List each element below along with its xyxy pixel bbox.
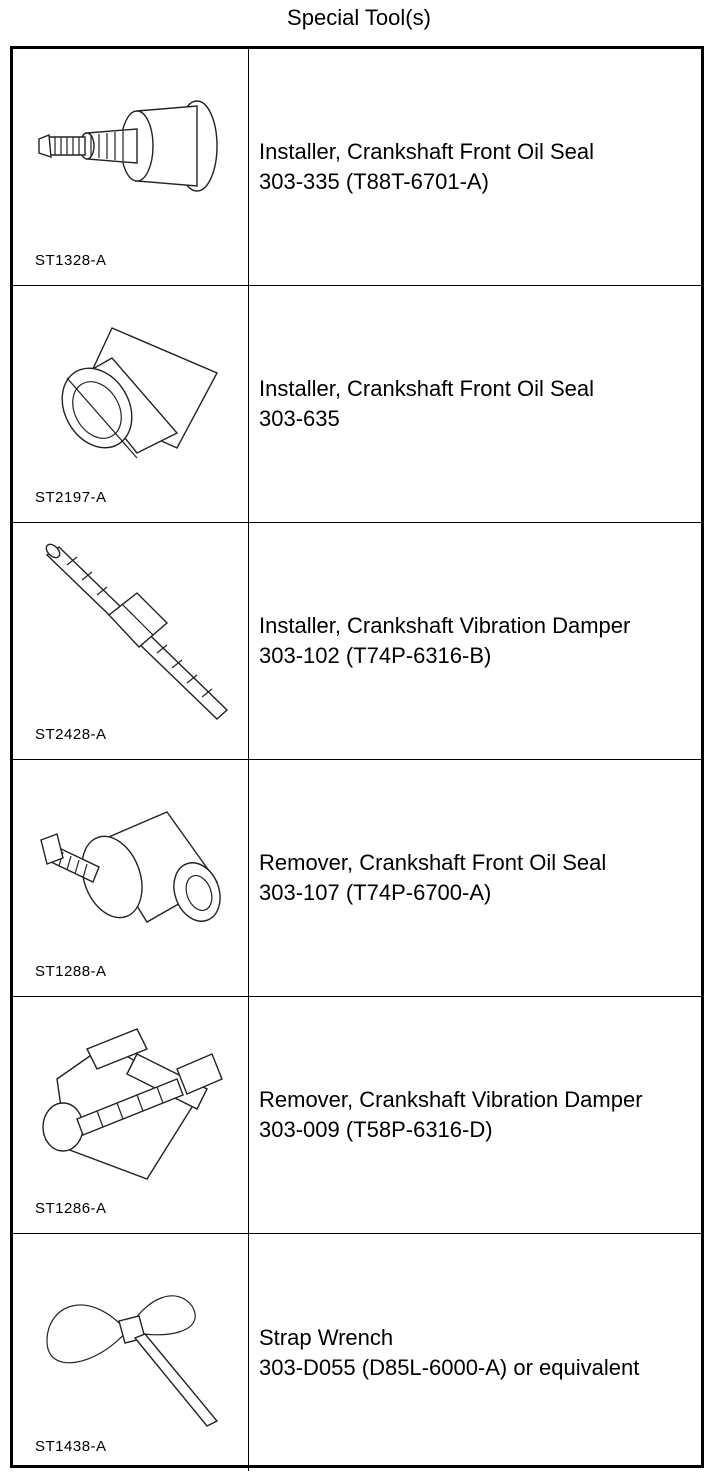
tool-row [13, 997, 701, 1234]
tool-row [13, 49, 701, 286]
tool-illustration-cell [13, 760, 249, 996]
tool-name: Remover, Crankshaft Front Oil Seal [259, 850, 607, 875]
tool-row [13, 523, 701, 760]
tool-code: ST2197-A [35, 489, 107, 506]
tool-description-cell [259, 49, 699, 285]
tool-row [13, 760, 701, 997]
tool-name: Remover, Crankshaft Vibration Damper [259, 1087, 643, 1112]
tool-row [13, 286, 701, 523]
tool-number: 303-102 (T74P-6316-B) [259, 643, 492, 668]
tool-number: 303-107 (T74P-6700-A) [259, 880, 492, 905]
tool-description-cell [259, 523, 699, 759]
tool-code: ST1288-A [35, 963, 107, 980]
tool-code: ST1286-A [35, 1200, 107, 1217]
damper-remover-icon [27, 1009, 233, 1194]
tool-illustration-cell [13, 1234, 249, 1471]
tool-illustration-cell [13, 523, 249, 759]
tool-code: ST1438-A [35, 1438, 107, 1455]
page-title: Special Tool(s) [287, 5, 431, 30]
tool-illustration-cell [13, 997, 249, 1233]
tool-number: 303-335 (T88T-6701-A) [259, 169, 489, 194]
tool-number: 303-009 (T58P-6316-D) [259, 1117, 493, 1142]
tool-code: ST1328-A [35, 252, 107, 269]
seal-installer-sleeve-icon [27, 298, 233, 483]
tool-name: Installer, Crankshaft Front Oil Seal [259, 376, 595, 401]
tool-description-cell [259, 286, 699, 522]
tool-number: 303-D055 (D85L-6000-A) or equivalent [259, 1354, 640, 1380]
special-tools-table [10, 46, 704, 1468]
tool-description-cell [259, 997, 699, 1233]
tool-description-cell [259, 1234, 699, 1471]
tool-number: 303-635 [259, 406, 340, 431]
tool-description-cell [259, 760, 699, 996]
damper-installer-icon [27, 535, 233, 720]
tool-row [13, 1234, 701, 1471]
tool-illustration-cell [13, 49, 249, 285]
tool-illustration-cell [13, 286, 249, 522]
strap-wrench-icon [27, 1246, 233, 1431]
seal-installer-icon [27, 61, 233, 246]
tool-code: ST2428-A [35, 726, 107, 743]
tool-name: Strap Wrench [259, 1324, 394, 1350]
tool-name: Installer, Crankshaft Front Oil Seal [259, 139, 595, 164]
seal-remover-icon [27, 772, 233, 957]
tool-name: Installer, Crankshaft Vibration Damper [259, 613, 631, 638]
